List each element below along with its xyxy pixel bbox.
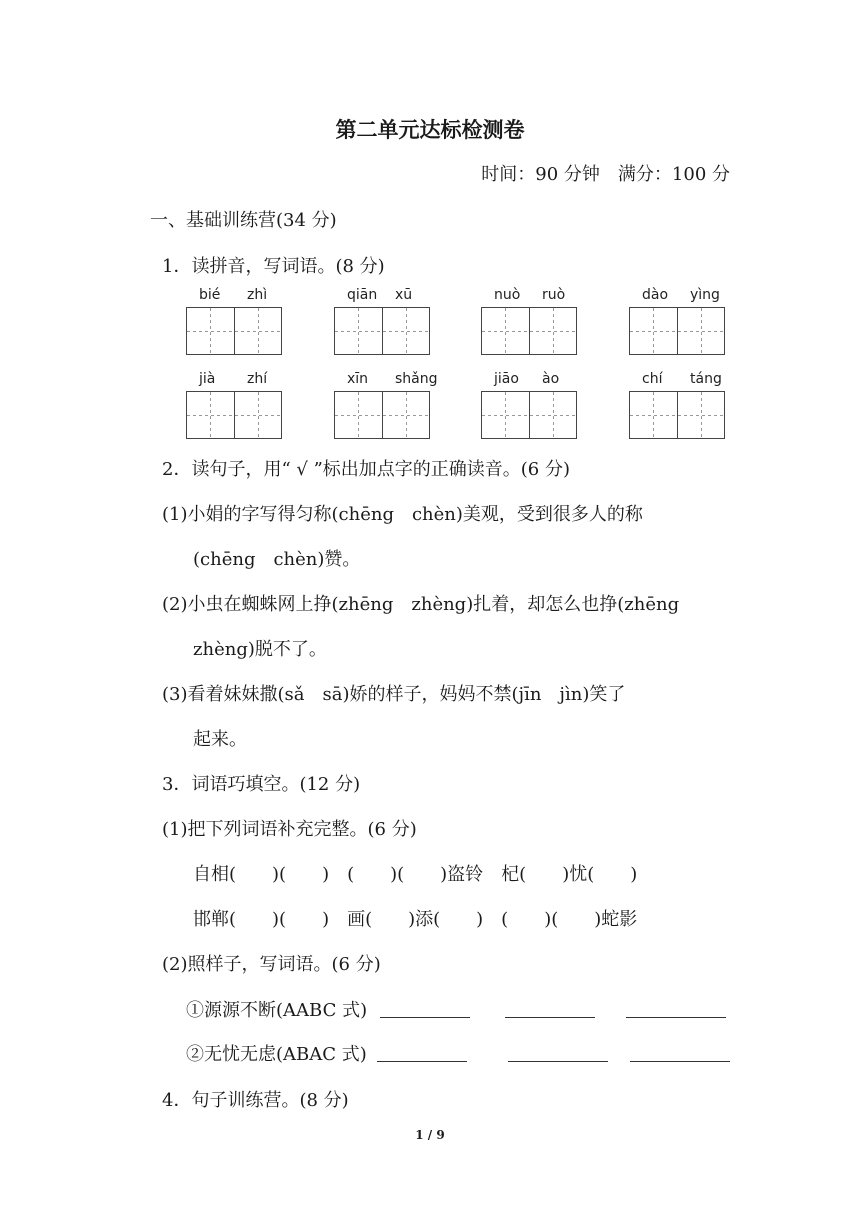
pinyin-label: qiān: [347, 287, 378, 303]
writing-cell[interactable]: [235, 392, 282, 438]
writing-cell[interactable]: [630, 308, 677, 354]
writing-cell[interactable]: [383, 392, 430, 438]
writing-cell[interactable]: [482, 308, 529, 354]
question-3-sub2: (2)照样子，写词语。(6 分): [162, 954, 381, 975]
writing-grid-box[interactable]: [334, 307, 430, 355]
writing-cell[interactable]: [630, 392, 677, 438]
page-title: 第二单元达标检测卷: [335, 118, 525, 142]
pinyin-label: zhì: [247, 287, 268, 303]
answer-blank[interactable]: [505, 1017, 595, 1018]
pinyin-label: zhí: [247, 371, 268, 387]
exam-info: 时间：90 分钟 满分：100 分: [481, 164, 730, 185]
example-prompt: ①源源不断(AABC 式): [186, 1000, 368, 1021]
writing-grid-box[interactable]: [629, 307, 725, 355]
question-2-line: (2)小虫在蜘蛛网上挣(zhēng zhèng)扎着，却怎么也挣(zhēng: [162, 594, 680, 615]
writing-cell[interactable]: [530, 392, 577, 438]
fill-in-line: 自相( )( ) ( )( )盗铃 杞( )忧( ): [193, 864, 638, 885]
question-2-line: (3)看着妹妹撒(sǎ sā)娇的样子，妈妈不禁(jīn jìn)笑了: [162, 684, 626, 705]
pinyin-label: xīn: [347, 371, 369, 387]
page-number: 1 / 9: [415, 1128, 445, 1142]
pinyin-label: chí: [642, 371, 663, 387]
writing-grid-box[interactable]: [629, 391, 725, 439]
pinyin-label: xū: [395, 287, 413, 303]
example-prompt: ②无忧无虑(ABAC 式): [186, 1044, 367, 1065]
pinyin-label: ruò: [542, 287, 566, 303]
answer-blank[interactable]: [377, 1061, 467, 1062]
writing-cell[interactable]: [235, 308, 282, 354]
question-1-title: 1．读拼音，写词语。(8 分): [162, 256, 385, 277]
writing-grid-box[interactable]: [481, 391, 577, 439]
question-3-title: 3．词语巧填空。(12 分): [162, 774, 361, 795]
writing-cell[interactable]: [678, 308, 725, 354]
question-2-line: (1)小娟的字写得匀称(chēng chèn)美观，受到很多人的称: [162, 504, 643, 525]
pinyin-label: jiāo: [494, 371, 519, 387]
writing-cell[interactable]: [335, 392, 382, 438]
writing-grid-box[interactable]: [186, 307, 282, 355]
writing-grid-box[interactable]: [334, 391, 430, 439]
answer-blank[interactable]: [508, 1061, 608, 1062]
question-2-title: 2．读句子，用“ √ ”标出加点字的正确读音。(6 分): [162, 459, 570, 480]
question-2-line: 起来。: [193, 729, 247, 750]
pinyin-label: táng: [690, 371, 722, 387]
writing-cell[interactable]: [530, 308, 577, 354]
writing-cell[interactable]: [482, 392, 529, 438]
pinyin-label: bié: [199, 287, 221, 303]
pinyin-label: yìng: [690, 287, 720, 303]
question-3-sub1: (1)把下列词语补充完整。(6 分): [162, 819, 417, 840]
pinyin-label: jià: [199, 371, 216, 387]
answer-blank[interactable]: [630, 1061, 730, 1062]
pinyin-label: nuò: [494, 287, 521, 303]
answer-blank[interactable]: [626, 1017, 726, 1018]
pinyin-label: ào: [542, 371, 560, 387]
question-2-line: (chēng chèn)赞。: [193, 549, 361, 570]
pinyin-label: shǎng: [395, 371, 438, 387]
answer-blank[interactable]: [380, 1017, 470, 1018]
question-2-line: zhèng)脱不了。: [193, 639, 327, 660]
section-heading: 一、基础训练营(34 分): [150, 210, 337, 231]
fill-in-line: 邯郸( )( ) 画( )添( ) ( )( )蛇影: [193, 909, 638, 930]
pinyin-label: dào: [642, 287, 669, 303]
writing-cell[interactable]: [383, 308, 430, 354]
question-4-title: 4．句子训练营。(8 分): [162, 1090, 349, 1111]
writing-cell[interactable]: [335, 308, 382, 354]
writing-cell[interactable]: [187, 308, 234, 354]
writing-cell[interactable]: [678, 392, 725, 438]
writing-grid-box[interactable]: [481, 307, 577, 355]
writing-grid-box[interactable]: [186, 391, 282, 439]
writing-cell[interactable]: [187, 392, 234, 438]
